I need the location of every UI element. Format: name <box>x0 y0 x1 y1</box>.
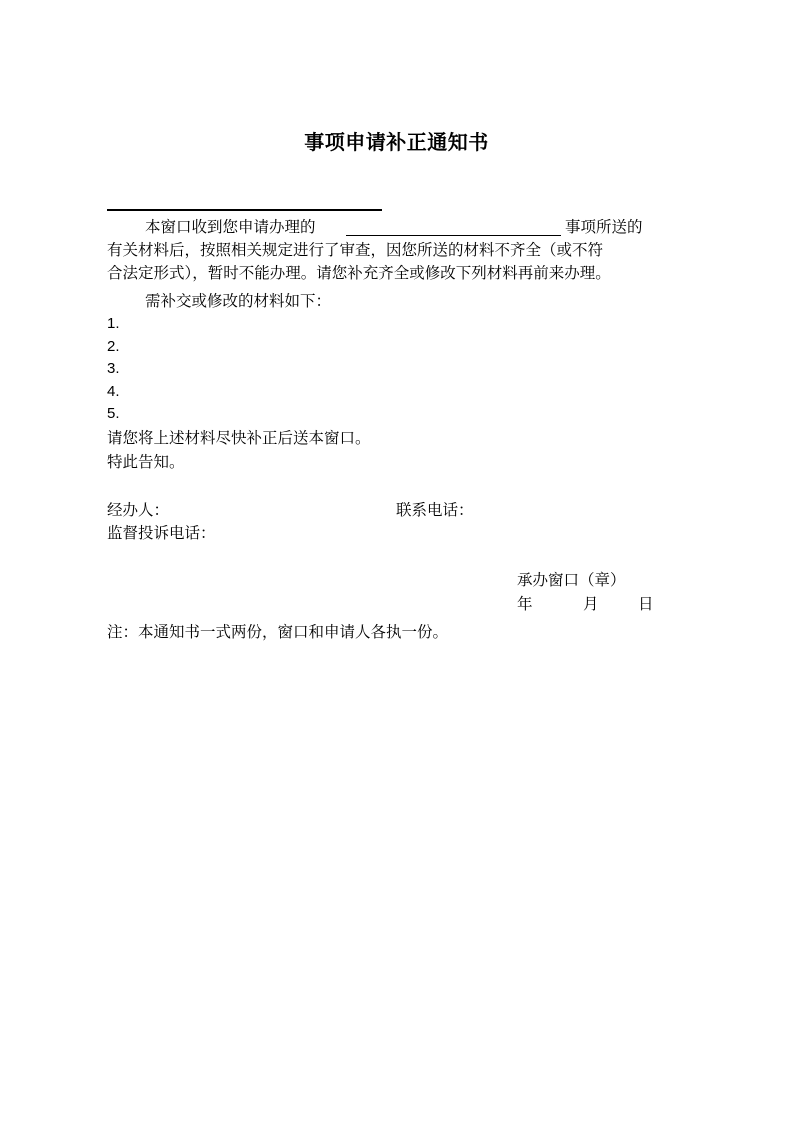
matter-blank <box>346 235 561 236</box>
para1-line1-end: 事项所送的 <box>565 218 643 236</box>
phone-label: 联系电话： <box>396 501 474 519</box>
date-year: 年 <box>517 595 533 613</box>
date-line <box>517 593 677 615</box>
list-item: 4. <box>107 383 120 400</box>
seal-label: 承办窗口（章） <box>517 571 626 589</box>
footnote: 注：本通知书一式两份，窗口和申请人各执一份。 <box>107 623 449 641</box>
para1-line3: 合法定形式），暂时不能办理。请您补充齐全或修改下列材料再前来办理。 <box>107 264 611 282</box>
list-item: 1. <box>107 315 120 332</box>
closing-notice: 特此告知。 <box>107 453 185 471</box>
closing-request: 请您将上述材料尽快补正后送本窗口。 <box>107 429 371 447</box>
para1-line2: 有关材料后，按照相关规定进行了审查，因您所送的材料不齐全（或不符 <box>107 241 604 259</box>
list-item: 5. <box>107 405 120 422</box>
list-item: 2. <box>107 338 120 355</box>
document-title: 事项申请补正通知书 <box>304 130 489 154</box>
addressee-blank <box>107 209 382 211</box>
handler-label: 经办人： <box>107 501 170 519</box>
date-day: 日 <box>638 595 654 613</box>
materials-heading: 需补交或修改的材料如下： <box>145 292 332 310</box>
para1-line1-start: 本窗口收到您申请办理的 <box>145 218 316 236</box>
complaint-phone-label: 监督投诉电话： <box>107 524 216 542</box>
date-month: 月 <box>583 595 599 613</box>
list-item: 3. <box>107 360 120 377</box>
